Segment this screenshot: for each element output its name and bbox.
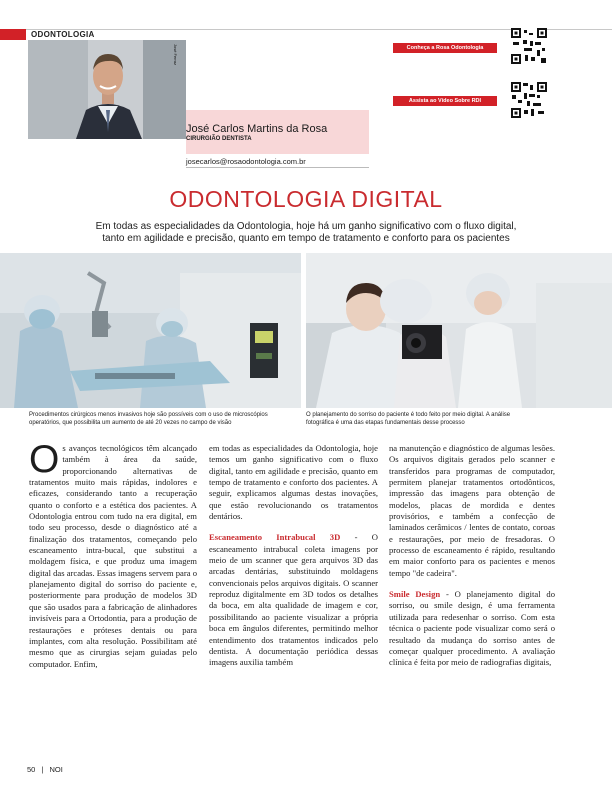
photo-credit: José Ferraz [173, 44, 178, 66]
author-photo [28, 40, 186, 139]
email-rule [186, 167, 369, 168]
subheading-escaneamento: Escaneamento Intrabucal 3D [209, 532, 341, 543]
link-video-rdi[interactable]: Assista ao Vídeo Sobre RDI [393, 96, 497, 106]
section-label: ODONTOLOGIA [31, 30, 95, 39]
body-column-1 [29, 438, 197, 670]
qr-code-icon[interactable] [511, 82, 547, 118]
footer-separator: | [41, 765, 44, 774]
body-text: em todas as especialidades da Odontologia, hoje temos um ganho significativo com o fluxo digital, tanto em agilidade e precisão, quanto em tempo de tratamento e conforto dos pacientes. A seguir, explicamos algumas destas inovações, que estão revolucionando os tratamentos dentários. [209, 443, 378, 522]
caption-line: fotográfica é uma das etapas fundamentais desse processo [306, 419, 465, 426]
link-rosa-odontologia[interactable]: Conheça a Rosa Odontologia [393, 43, 497, 53]
article-standfirst [0, 221, 612, 245]
caption-right [306, 412, 591, 427]
author-name: José Carlos Martins da Rosa [186, 123, 328, 135]
body-text: s avanços tecnológicos têm alcançado também à área da saúde, proporcionando alternativas de tratamentos muito mais rápidas, indolores e eficazes, considerando tanto a recuperação quanto o conforto e a estética dos pacientes. A Odontologia entrou com tudo na era digital, em todo seu processo, desde o diagnóstico até a finalização dos tratamentos, começando pelo escaneamento intra-bucal, que substitui a moldagem física, e que produz uma imagem digital das arcadas. Essas imagens servem para o planejamento digital do sorriso do paciente e, posteriormente para produção de modelos 3D que são usados para a fabricação de alinhadores invisíveis para a Ortodontia, para a produção de restaurações e próteses dentais ou para implantes, com alta resolução. Possibilitam até mesmo que as cirurgias sejam guiadas pelo computador. Enfim, [29, 443, 197, 669]
standfirst-line: Em todas as especialidades da Odontologia, hoje há um ganho significativo com o fluxo digital, [95, 221, 517, 232]
caption-line: operatórios, que possibilita um aumento de até 20 vezes no campo de visão [29, 419, 232, 426]
surgery-photo [0, 253, 301, 408]
page-number: 50 [27, 765, 36, 774]
body-column-2 [209, 443, 378, 669]
caption-line: O planejamento do sorriso do paciente é todo feito por meio digital. A análise [306, 412, 511, 418]
body-text: - O planejamento digital do sorriso, ou smile design, é uma ferramenta utilizada para redesenhar o sorriso. Com esta técnica o paciente pode visualizar como será o resultado da mudança do sorriso antes de começar qualquer procedimento. A avaliação clínica é feita por meio de radiografias digitais, [389, 589, 556, 668]
body-text: na manutenção e diagnóstico de algumas lesões. Os arquivos digitais gerados pelo scanner e transferidos para programas de computador, permitem planejar tratamentos ortodônticos, impressão das imagens para obtenção de modelos, placas de mordida e dentes provisórios, e também a confecção de laminados cerâmicos / lentes de contato, coroas e restaurações, por meio de fresadoras. O processo de escaneamento é rápido, resultando em maior conforto para os pacientes e menos tempo "de cadeira". [389, 443, 555, 578]
author-title: CIRURGIÃO DENTISTA [186, 136, 252, 142]
standfirst-line: tanto em agilidade e precisão, quanto em tempo de tratamento e conforto para os pacientes [102, 233, 510, 244]
caption-line: Procedimentos cirúrgicos menos invasivos hoje são possíveis com o uso de microscópios [29, 412, 268, 418]
magazine-name: NOI [49, 765, 63, 774]
article-title: ODONTOLOGIA DIGITAL [169, 186, 443, 212]
page-footer [27, 765, 63, 774]
qr-code-icon[interactable] [511, 28, 547, 64]
subheading-smile-design: Smile Design [389, 589, 441, 600]
smile-design-photo [306, 253, 612, 408]
author-email[interactable]: josecarlos@rosaodontologia.com.br [186, 157, 306, 166]
section-marker [0, 29, 26, 40]
body-column-3 [389, 443, 555, 669]
body-text: - O escaneamento intrabucal coleta imagens por meio de um scanner que gera arquivos 3D das arcadas dentárias, substituindo moldagens convencionais pelos arquivos digitais. O scanner reproduz digitalmente em 3D todos os detalhes da boca, em alta qualidade de imagem e cor, possibilitando ao paciente visualizar a própria boca em ângulos diferentes, permitindo melhor entendimento dos tratamentos indicados pelo dentista. A documentação periódica dessas imagens auxilia também [209, 532, 378, 668]
caption-left [29, 412, 301, 427]
drop-cap: O [29, 438, 60, 481]
